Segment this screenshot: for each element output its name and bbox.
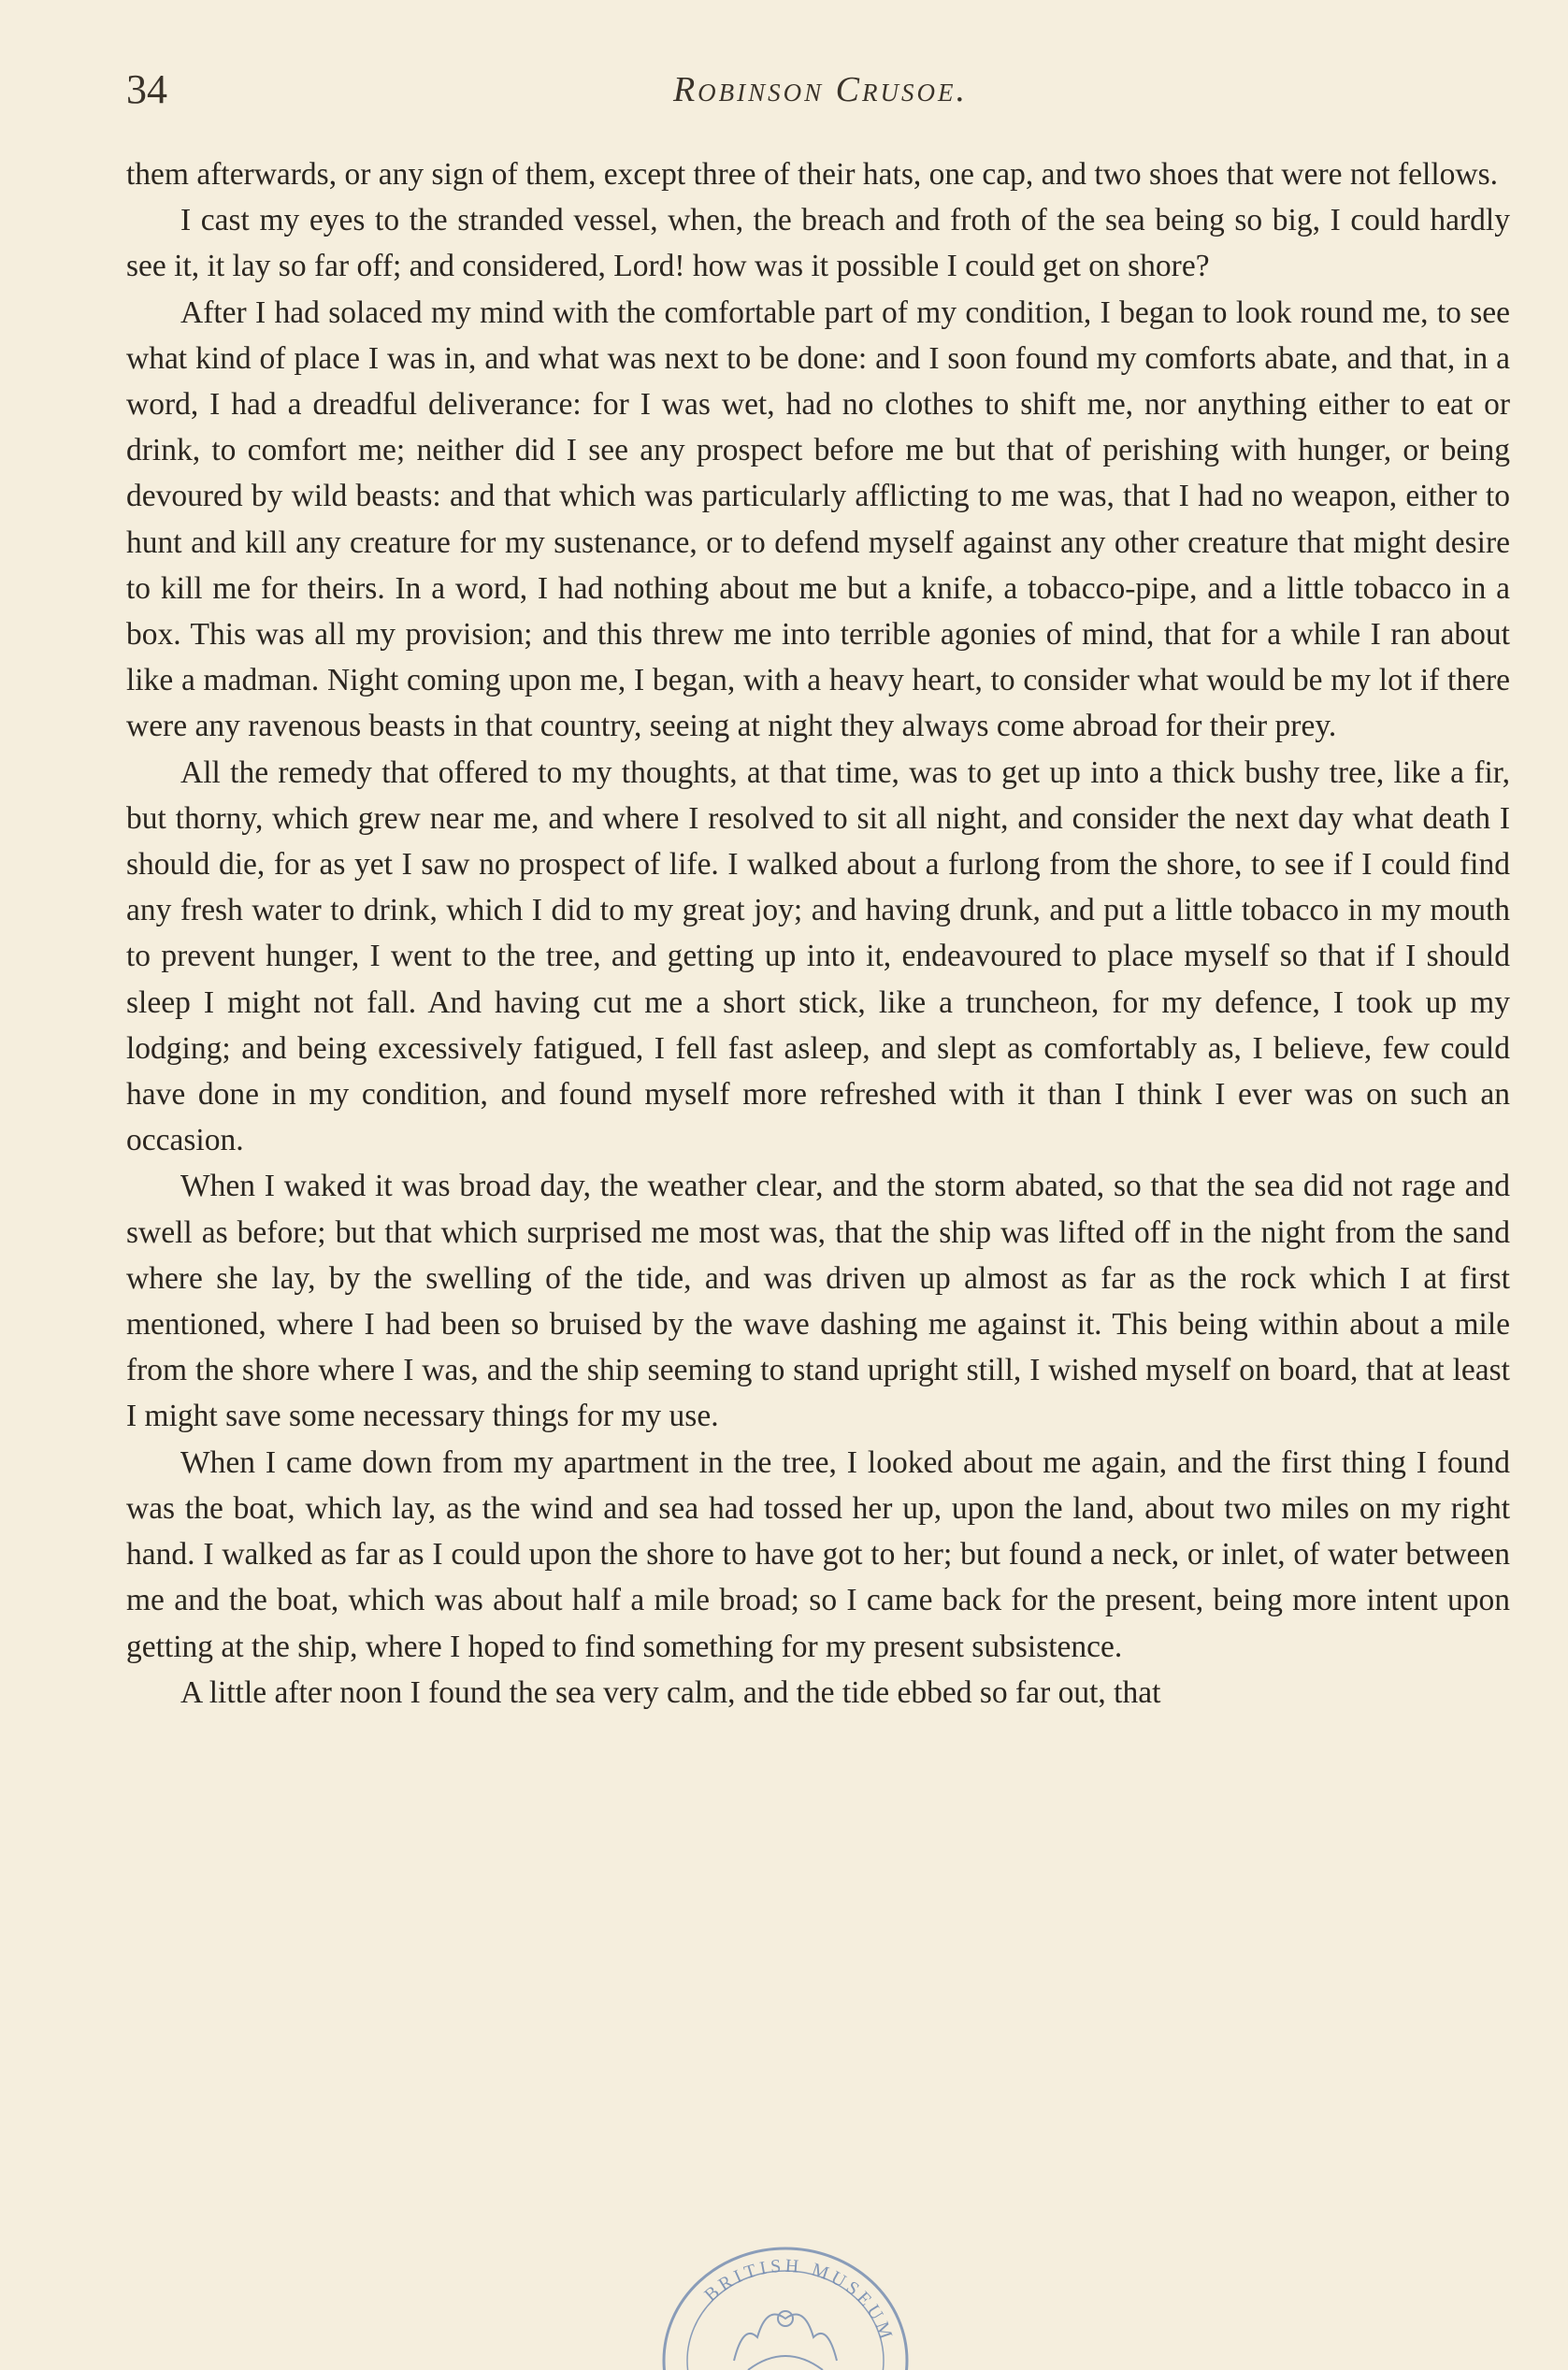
paragraph-1: them afterwards, or any sign of them, except three of their hats, one cap, and two shoes that were not fellows.	[126, 157, 1499, 192]
library-stamp	[645, 2220, 926, 2370]
svg-text:BRITISH MUSEUM	[700, 2256, 897, 2346]
paragraph-2: I cast my eyes to the stranded vessel, when, the breach and froth of the sea being so big, I could hardly see it, it lay so far off; and considered, Lord! how was it possible I could get on shore?	[126, 203, 1510, 284]
stamp-lettering: BRITISH MUSEUM	[700, 2255, 898, 2346]
running-title: Robinson Crusoe.	[672, 70, 969, 109]
body-text	[126, 151, 1510, 1716]
paragraph-4: All the remedy that offered to my thoughts, at that time, was to get up into a thick bushy tree, like a fir, but thorny, which grew near me, and where I resolved to sit all night, and consider the next day what death I should die, for as yet I saw no prospect of life. I walked about a furlong from the shore, to see if I could find any fresh water to drink, which I did to my great joy; and having drunk, and put a little tobacco in my mouth to prevent hunger, I went to the tree, and getting up into it, endeavoured to place myself so that if I should sleep I might not fall. And having cut me a short stick, like a truncheon, for my defence, I took up my lodging; and being excessively fatigued, I fell fast asleep, and slept as comfortably as, I believe, few could have done in my condition, and found myself more refreshed with it than I think I ever was on such an occasion.	[126, 754, 1510, 1158]
paragraph-7: A little after noon I found the sea very calm, and the tide ebbed so far out, that	[180, 1674, 1161, 1710]
page-header	[126, 62, 1515, 118]
paragraph-6: When I came down from my apartment in the tree, I looked about me again, and the first thing I found was the boat, which lay, as the wind and sea had tossed her up, upon the land, about two miles on my right hand. I walked as far as I could upon the shore to have got to her; but found a neck, or inlet, of water between me and the boat, which was about half a mile broad; so I came back for the present, being more intent upon getting at the ship, where I hoped to find something for my present subsistence.	[126, 1444, 1510, 1664]
page-number: 34	[126, 66, 167, 112]
paragraph-3: After I had solaced my mind with the comfortable part of my condition, I began to look round me, to see what kind of place I was in, and what was next to be done: and I soon found my comforts abate, and that, in a word, I had a dreadful deliverance: for I was wet, had no clothes to shift me, nor anything either to eat or drink, to comfort me; neither did I see any prospect before me but that of perishing with hunger, or being devoured by wild beasts: and that which was particularly afflicting to me was, that I had no weapon, either to hunt and kill any creature for my sustenance, or to defend myself against any other creature that might desire to kill me for theirs. In a word, I had nothing about me but a knife, a tobacco-pipe, and a little tobacco in a box. This was all my provision; and this threw me into terrible agonies of mind, that for a while I ran about like a madman. Night coming upon me, I began, with a heavy heart, to consider what would be my lot if there were any ravenous beasts in that country, seeing at night they always come abroad for their prey.	[126, 294, 1510, 744]
paragraph-5: When I waked it was broad day, the weather clear, and the storm abated, so that the sea did not rage and swell as before; but that which surprised me most was, that the ship was lifted off in the night from the sand where she lay, by the swelling of the tide, and was driven up almost as far as the rock which I at first mentioned, where I had been so bruised by the wave dashing me against it. This being within about a mile from the shore where I was, and the ship seeming to stand upright still, I wished myself on board, that at least I might save some necessary things for my use.	[126, 1169, 1510, 1434]
